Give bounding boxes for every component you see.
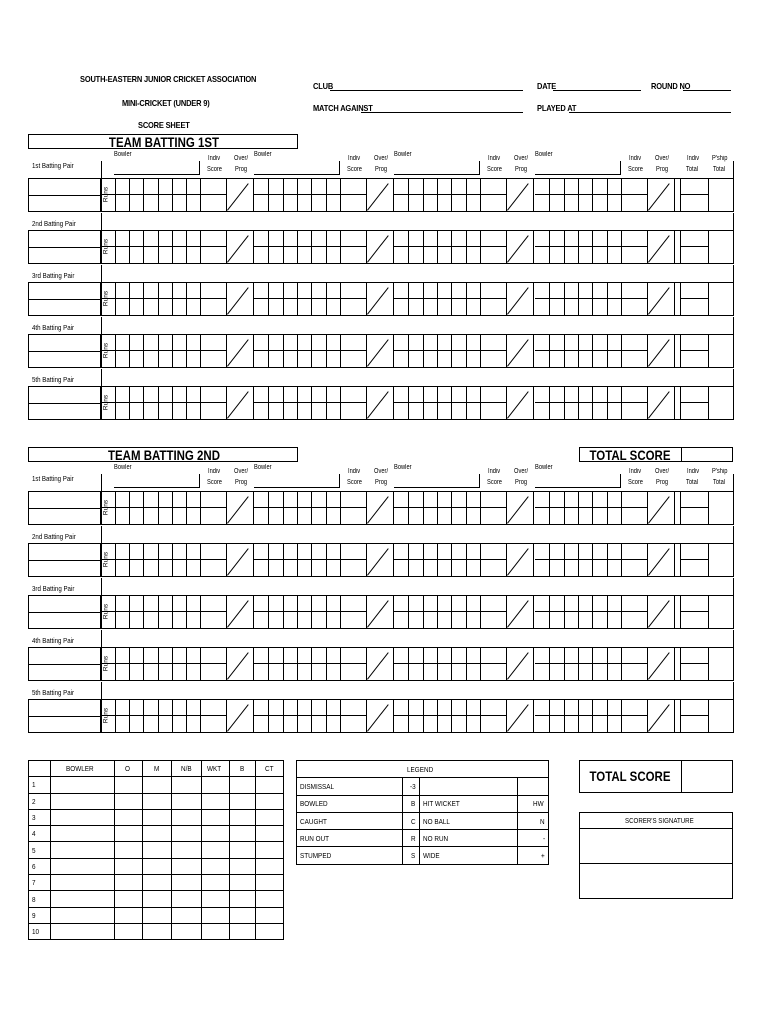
date-field[interactable] xyxy=(553,90,641,91)
bowling-header-cell: N/B xyxy=(180,764,192,774)
bowling-row-number: 2 xyxy=(32,796,36,806)
legend-row xyxy=(297,847,549,864)
pair-score-row[interactable] xyxy=(101,543,734,577)
runs-label: Runs xyxy=(102,238,110,255)
legend-code: S xyxy=(411,851,416,861)
indiv-score-label: Indiv xyxy=(208,155,221,162)
indiv-score-label: Indiv xyxy=(348,468,361,475)
bowling-row-number: 4 xyxy=(32,829,36,839)
runs-label: Runs xyxy=(102,499,110,516)
bowling-row[interactable] xyxy=(29,875,284,891)
legend-name: RUN OUT xyxy=(300,833,330,843)
bowling-row[interactable] xyxy=(29,826,284,842)
batting-pair-label: 2nd Batting Pair xyxy=(32,219,76,228)
bowling-row[interactable] xyxy=(29,842,284,858)
over-prog-label-2: Prog xyxy=(235,166,248,173)
over-prog-label: Over/ xyxy=(655,155,670,162)
bowling-row-number: 10 xyxy=(32,927,40,937)
legend-table xyxy=(296,760,549,865)
legend-code: + xyxy=(540,851,545,861)
innings-title: TEAM BATTING 2ND xyxy=(107,447,221,463)
competition-title: MINI-CRICKET (UNDER 9) xyxy=(122,98,210,108)
over-prog-label: Over/ xyxy=(655,468,670,475)
innings-title: TEAM BATTING 1ST xyxy=(108,134,220,150)
over-prog-label-2: Prog xyxy=(375,479,388,486)
bowler-label: Bowler xyxy=(114,151,132,158)
legend-code: N xyxy=(539,816,545,826)
bowling-row-number: 1 xyxy=(32,780,36,790)
final-total-score-label: TOTAL SCORE xyxy=(589,768,671,784)
batting-pair-label: 2nd Batting Pair xyxy=(32,532,76,541)
pair-score-row[interactable] xyxy=(101,282,734,316)
batter-names-field[interactable] xyxy=(28,386,101,420)
runs-label: Runs xyxy=(102,342,110,359)
bowling-header-cell: BOWLER xyxy=(66,764,94,774)
indiv-score-label-2: Score xyxy=(487,479,503,486)
pair-score-row[interactable] xyxy=(101,595,734,629)
bowling-row-number: 5 xyxy=(32,845,36,855)
innings-title-box xyxy=(28,447,298,462)
legend-row xyxy=(297,795,549,812)
legend-row xyxy=(297,812,549,829)
legend-code: C xyxy=(411,816,416,826)
indiv-score-label: Indiv xyxy=(348,155,361,162)
bowling-row-number: 6 xyxy=(32,861,36,871)
bowler-label: Bowler xyxy=(535,464,553,471)
bowler-label: Bowler xyxy=(535,151,553,158)
bowling-row-number: 3 xyxy=(32,813,36,823)
runs-label: Runs xyxy=(102,551,110,568)
round-label: ROUND NO xyxy=(651,81,691,91)
indiv-score-label-2: Score xyxy=(628,479,644,486)
pship-total-label: P'ship xyxy=(712,155,728,162)
over-prog-label: Over/ xyxy=(514,155,529,162)
batting-pair-label: 5th Batting Pair xyxy=(32,688,75,697)
bowler-label: Bowler xyxy=(254,464,272,471)
indiv-total-label-2: Total xyxy=(686,166,699,173)
runs-label: Runs xyxy=(102,290,110,307)
pair-score-row[interactable] xyxy=(101,647,734,681)
indiv-total-label-2: Total xyxy=(686,479,699,486)
pair-score-row[interactable] xyxy=(101,699,734,733)
bowling-header-cell: B xyxy=(240,764,245,774)
association-title: SOUTH-EASTERN JUNIOR CRICKET ASSOCIATION xyxy=(80,74,257,84)
legend-name: NO BALL xyxy=(423,816,451,826)
batter-names-field[interactable] xyxy=(28,282,101,316)
match-against-field[interactable] xyxy=(361,112,523,113)
legend-code: - xyxy=(542,833,545,843)
batting-pair-label: 4th Batting Pair xyxy=(32,636,75,645)
legend-name: DISMISSAL xyxy=(300,781,335,791)
indiv-score-label: Indiv xyxy=(488,155,501,162)
indiv-score-label: Indiv xyxy=(208,468,221,475)
legend-title: LEGEND xyxy=(407,764,434,774)
match-against-label: MATCH AGAINST xyxy=(313,103,373,113)
over-prog-label-2: Prog xyxy=(235,479,248,486)
batting-pair-label: 5th Batting Pair xyxy=(32,375,75,384)
bowler-label: Bowler xyxy=(114,464,132,471)
document-title: SCORE SHEET xyxy=(138,120,190,130)
club-label: CLUB xyxy=(313,81,334,91)
bowling-row[interactable] xyxy=(29,891,284,907)
scorer-signature-box[interactable] xyxy=(579,812,733,899)
batting-pair-label: 3rd Batting Pair xyxy=(32,271,75,280)
indiv-total-label: Indiv xyxy=(687,155,700,162)
batter-names-field[interactable] xyxy=(28,595,101,629)
pship-total-label-2: Total xyxy=(713,166,726,173)
pair-score-row[interactable] xyxy=(101,386,734,420)
pair-score-row[interactable] xyxy=(101,491,734,525)
indiv-score-label: Indiv xyxy=(629,468,642,475)
pship-total-label-2: Total xyxy=(713,479,726,486)
pair-score-row[interactable] xyxy=(101,230,734,264)
club-field[interactable] xyxy=(330,90,523,91)
batter-names-field[interactable] xyxy=(28,647,101,681)
legend-name: WIDE xyxy=(423,851,441,861)
indiv-score-label-2: Score xyxy=(347,479,363,486)
total-score-label: TOTAL SCORE xyxy=(589,447,671,463)
date-label: DATE xyxy=(537,81,557,91)
over-prog-label-2: Prog xyxy=(515,479,528,486)
legend-code: B xyxy=(411,799,416,809)
batting-pair-label: 1st Batting Pair xyxy=(32,474,74,483)
batter-names-field[interactable] xyxy=(28,230,101,264)
runs-label: Runs xyxy=(102,186,110,203)
bowling-row[interactable] xyxy=(29,907,284,923)
legend-name: BOWLED xyxy=(300,799,328,809)
over-prog-label-2: Prog xyxy=(375,166,388,173)
bowling-row[interactable] xyxy=(29,793,284,809)
bowler-label: Bowler xyxy=(254,151,272,158)
over-prog-label: Over/ xyxy=(234,155,249,162)
bowling-row-number: 9 xyxy=(32,910,36,920)
over-prog-label: Over/ xyxy=(514,468,529,475)
indiv-score-label-2: Score xyxy=(207,166,223,173)
scorer-signature-label: SCORER'S SIGNATURE xyxy=(625,816,694,825)
pair-score-row[interactable] xyxy=(101,334,734,368)
bowler-label: Bowler xyxy=(394,464,412,471)
played-at-field[interactable] xyxy=(569,112,731,113)
over-prog-label-2: Prog xyxy=(656,166,669,173)
bowler-label: Bowler xyxy=(394,151,412,158)
runs-label: Runs xyxy=(102,707,110,724)
bowling-row[interactable] xyxy=(29,858,284,874)
legend-name: NO RUN xyxy=(423,833,449,843)
legend-code: -3 xyxy=(409,781,416,791)
bowling-header-cell: WKT xyxy=(207,764,222,774)
batter-names-field[interactable] xyxy=(28,543,101,577)
indiv-score-label-2: Score xyxy=(347,166,363,173)
batter-names-field[interactable] xyxy=(28,178,101,212)
round-field[interactable] xyxy=(683,90,731,91)
over-prog-label: Over/ xyxy=(374,155,389,162)
bowling-header-cell: O xyxy=(125,764,131,774)
batting-pair-label: 3rd Batting Pair xyxy=(32,584,75,593)
legend-row xyxy=(297,778,549,795)
bowling-header-cell: CT xyxy=(264,764,274,774)
indiv-score-label: Indiv xyxy=(629,155,642,162)
pair-score-row[interactable] xyxy=(101,178,734,212)
indiv-score-label: Indiv xyxy=(488,468,501,475)
legend-name: CAUGHT xyxy=(300,816,327,826)
batter-names-field[interactable] xyxy=(28,334,101,368)
indiv-total-label: Indiv xyxy=(687,468,700,475)
legend-row xyxy=(297,830,549,847)
bowling-header-row xyxy=(29,761,284,777)
runs-label: Runs xyxy=(102,603,110,620)
indiv-score-label-2: Score xyxy=(487,166,503,173)
bowling-table xyxy=(28,760,284,940)
innings-title-box xyxy=(28,134,298,149)
over-prog-label: Over/ xyxy=(374,468,389,475)
batting-pair-label: 1st Batting Pair xyxy=(32,161,74,170)
indiv-score-label-2: Score xyxy=(628,166,644,173)
bowling-row[interactable] xyxy=(29,777,284,793)
batter-names-field[interactable] xyxy=(28,699,101,733)
runs-label: Runs xyxy=(102,394,110,411)
over-prog-label: Over/ xyxy=(234,468,249,475)
over-prog-label-2: Prog xyxy=(656,479,669,486)
played-at-label: PLAYED AT xyxy=(537,103,577,113)
legend-name: STUMPED xyxy=(300,851,332,861)
final-total-score-box[interactable] xyxy=(579,760,733,793)
bowling-row[interactable] xyxy=(29,923,284,939)
over-prog-label-2: Prog xyxy=(515,166,528,173)
bowling-row[interactable] xyxy=(29,809,284,825)
bowling-row-number: 8 xyxy=(32,894,36,904)
legend-code: R xyxy=(411,833,416,843)
batting-pair-label: 4th Batting Pair xyxy=(32,323,75,332)
bowling-row-number: 7 xyxy=(32,878,36,888)
total-score-box[interactable] xyxy=(579,447,733,462)
indiv-score-label-2: Score xyxy=(207,479,223,486)
runs-label: Runs xyxy=(102,655,110,672)
batter-names-field[interactable] xyxy=(28,491,101,525)
bowling-header-cell: M xyxy=(153,764,160,774)
legend-name: HIT WICKET xyxy=(423,799,461,809)
legend-code: HW xyxy=(532,799,544,809)
pship-total-label: P'ship xyxy=(712,468,728,475)
